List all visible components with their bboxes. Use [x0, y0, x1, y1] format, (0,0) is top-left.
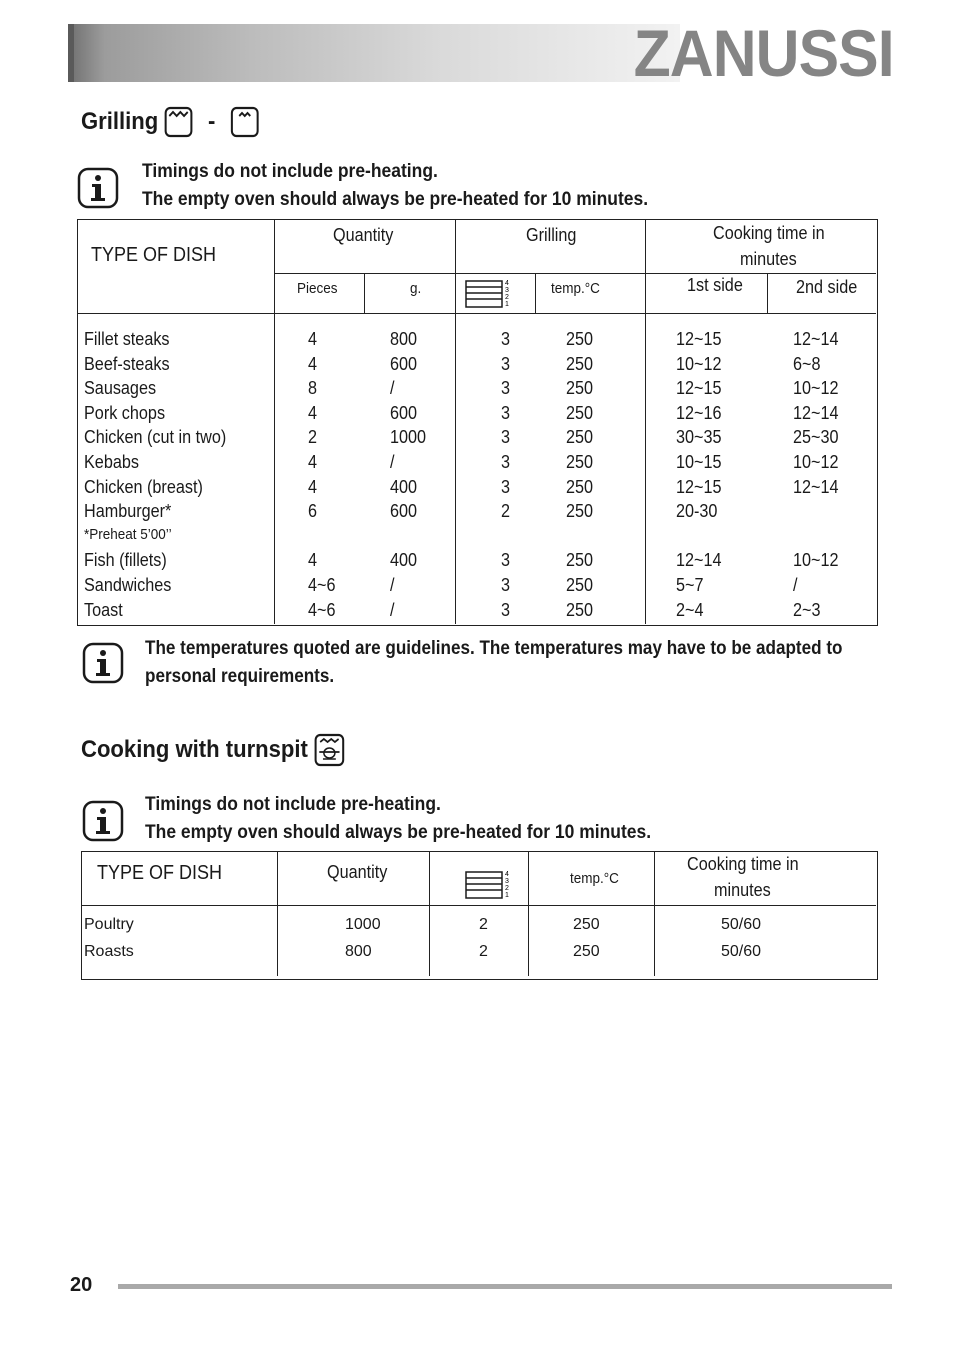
cell-first: 12~16	[676, 402, 722, 423]
col-cooking-time: Cooking time in	[713, 223, 825, 243]
cell-second: 12~14	[793, 476, 839, 497]
cell-pieces: 6	[308, 501, 318, 522]
sub-grams: g.	[410, 280, 422, 297]
section-title-turnspit	[81, 733, 345, 767]
cell-temp: 250	[566, 501, 594, 522]
cell-temp: 250	[573, 943, 600, 960]
cell-level: 3	[501, 575, 511, 595]
cell-level: 3	[501, 599, 511, 620]
cell-dish: Chicken (cut in two)	[84, 427, 227, 448]
note-line: The empty oven should always be pre-heated for 10 minutes.	[145, 822, 652, 843]
cell-temp: 250	[566, 452, 594, 472]
cell-second: 10~12	[793, 452, 839, 472]
cell-pieces: 4	[308, 329, 318, 349]
note-line: Timings do not include pre-heating.	[145, 794, 441, 815]
cell-temp: 250	[566, 599, 594, 620]
col-cooking-time: Cooking time in	[687, 854, 799, 874]
grill-small-icon	[230, 106, 259, 138]
sub-pieces: Pieces	[297, 280, 338, 297]
cell-g: /	[390, 575, 395, 595]
col-grilling: Grilling	[526, 225, 577, 245]
cell-dish: Roasts	[84, 943, 134, 960]
shelf-level-icon	[465, 277, 513, 309]
info-icon	[82, 800, 124, 842]
cell-time: 50/60	[721, 943, 762, 960]
footer-bar	[118, 1284, 892, 1289]
svg-text:4: 4	[505, 280, 509, 287]
cell-level: 2	[479, 943, 488, 960]
col-type-of-dish: TYPE OF DISH	[97, 862, 223, 884]
cell-pieces: 4~6	[308, 575, 336, 595]
cell-level: 2	[479, 916, 488, 933]
cell-dish: Chicken (breast)	[84, 476, 203, 497]
section-title-text: Cooking with turnspit	[81, 736, 308, 763]
col-cooking-time-unit: minutes	[714, 880, 771, 900]
cell-dish: Poultry	[84, 916, 134, 933]
header-bar	[68, 24, 680, 82]
info-icon	[82, 642, 124, 684]
note-line: personal requirements.	[145, 666, 335, 687]
svg-text:4: 4	[505, 871, 509, 878]
cell-g: 600	[390, 501, 418, 522]
cell-first: 10~12	[676, 353, 722, 374]
svg-text:3: 3	[505, 878, 509, 885]
cell-quantity: 1000	[345, 916, 381, 933]
cell-second: 12~14	[793, 329, 839, 349]
cell-level: 3	[501, 378, 511, 399]
cell-first: 12~14	[676, 550, 722, 571]
title-separator: -	[207, 108, 216, 135]
cell-pieces: 4	[308, 452, 318, 472]
cell-level: 3	[501, 550, 511, 571]
cell-temp: 250	[566, 550, 594, 571]
cell-temp: 250	[566, 329, 594, 349]
cell-temp: 250	[566, 402, 594, 423]
cell-dish: Toast	[84, 599, 123, 620]
cell-dish: Sandwiches	[84, 575, 172, 595]
cell-g: /	[390, 599, 395, 620]
page-number: 20	[70, 1274, 93, 1296]
note-line: Timings do not include pre-heating.	[142, 161, 438, 182]
cell-level: 3	[501, 476, 511, 497]
cell-temp: 250	[566, 476, 594, 497]
sub-second-side: 2nd side	[796, 277, 858, 297]
temperature-note	[145, 635, 842, 691]
cell-temp: 250	[566, 427, 594, 448]
cell-g: 600	[390, 402, 418, 423]
col-quantity: Quantity	[327, 862, 388, 882]
note-line: The empty oven should always be pre-heated for 10 minutes.	[142, 189, 649, 210]
preheat-note	[142, 158, 648, 214]
cell-pieces: 4~6	[308, 599, 336, 620]
cell-g: /	[390, 452, 395, 472]
cell-dish: Sausages	[84, 378, 157, 399]
cell-second: 25~30	[793, 427, 839, 448]
cell-level: 3	[501, 329, 511, 349]
cell-level: 3	[501, 452, 511, 472]
cell-g: 1000	[390, 427, 427, 448]
cell-first: 20-30	[676, 501, 718, 522]
sub-temp: temp.°C	[551, 280, 600, 297]
cell-first: 5~7	[676, 575, 704, 595]
cell-dish: Fillet steaks	[84, 329, 170, 349]
cell-temp: 250	[573, 916, 600, 933]
svg-text:1: 1	[505, 892, 509, 899]
cell-temp: 250	[566, 575, 594, 595]
cell-dish: *Preheat 5’00’’	[84, 525, 172, 543]
cell-dish: Pork chops	[84, 402, 166, 423]
preheat-note	[145, 791, 651, 847]
cell-pieces: 8	[308, 378, 318, 399]
cell-level: 3	[501, 353, 511, 374]
info-icon	[77, 167, 119, 209]
section-title-grilling	[81, 106, 259, 138]
cell-pieces: 4	[308, 550, 318, 571]
brand-logo: ZANUSSI	[633, 16, 894, 90]
cell-g: 400	[390, 550, 418, 571]
cell-second: 6~8	[793, 353, 821, 374]
cell-temp: 250	[566, 353, 594, 374]
cell-first: 12~15	[676, 378, 722, 399]
cell-quantity: 800	[345, 943, 372, 960]
cell-dish: Hamburger*	[84, 501, 172, 522]
cell-level: 3	[501, 402, 511, 423]
svg-text:1: 1	[505, 301, 509, 308]
cell-second: /	[793, 575, 798, 595]
svg-text:2: 2	[505, 885, 509, 892]
cell-second: 12~14	[793, 402, 839, 423]
cell-dish: Kebabs	[84, 452, 139, 472]
sub-first-side: 1st side	[687, 275, 743, 295]
note-line: The temperatures quoted are guidelines. The temperatures may have to be adapted to	[145, 638, 843, 659]
cell-time: 50/60	[721, 916, 762, 933]
cell-first: 10~15	[676, 452, 722, 472]
cell-dish: Beef-steaks	[84, 353, 170, 374]
shelf-level-icon	[465, 868, 513, 900]
col-type-of-dish: TYPE OF DISH	[91, 244, 217, 266]
svg-text:3: 3	[505, 287, 509, 294]
cell-g: /	[390, 378, 395, 399]
cell-level: 2	[501, 501, 511, 522]
col-temp: temp.°C	[570, 870, 619, 887]
cell-g: 600	[390, 353, 418, 374]
cell-second: 10~12	[793, 550, 839, 571]
cell-first: 12~15	[676, 329, 722, 349]
col-quantity: Quantity	[333, 225, 394, 245]
cell-g: 400	[390, 476, 418, 497]
turnspit-icon	[313, 733, 344, 767]
cell-pieces: 4	[308, 476, 318, 497]
section-title-text: Grilling	[81, 108, 159, 135]
cell-second: 10~12	[793, 378, 839, 399]
grill-top-icon	[164, 106, 193, 138]
cell-dish: Fish (fillets)	[84, 550, 167, 571]
cell-pieces: 4	[308, 353, 318, 374]
cell-first: 12~15	[676, 476, 722, 497]
col-cooking-time-unit: minutes	[740, 249, 797, 269]
cell-first: 2~4	[676, 599, 704, 620]
cell-temp: 250	[566, 378, 594, 399]
cell-g: 800	[390, 329, 418, 349]
cell-pieces: 2	[308, 427, 318, 448]
svg-text:2: 2	[505, 294, 509, 301]
cell-first: 30~35	[676, 427, 722, 448]
cell-level: 3	[501, 427, 511, 448]
cell-second: 2~3	[793, 599, 821, 620]
cell-pieces: 4	[308, 402, 318, 423]
